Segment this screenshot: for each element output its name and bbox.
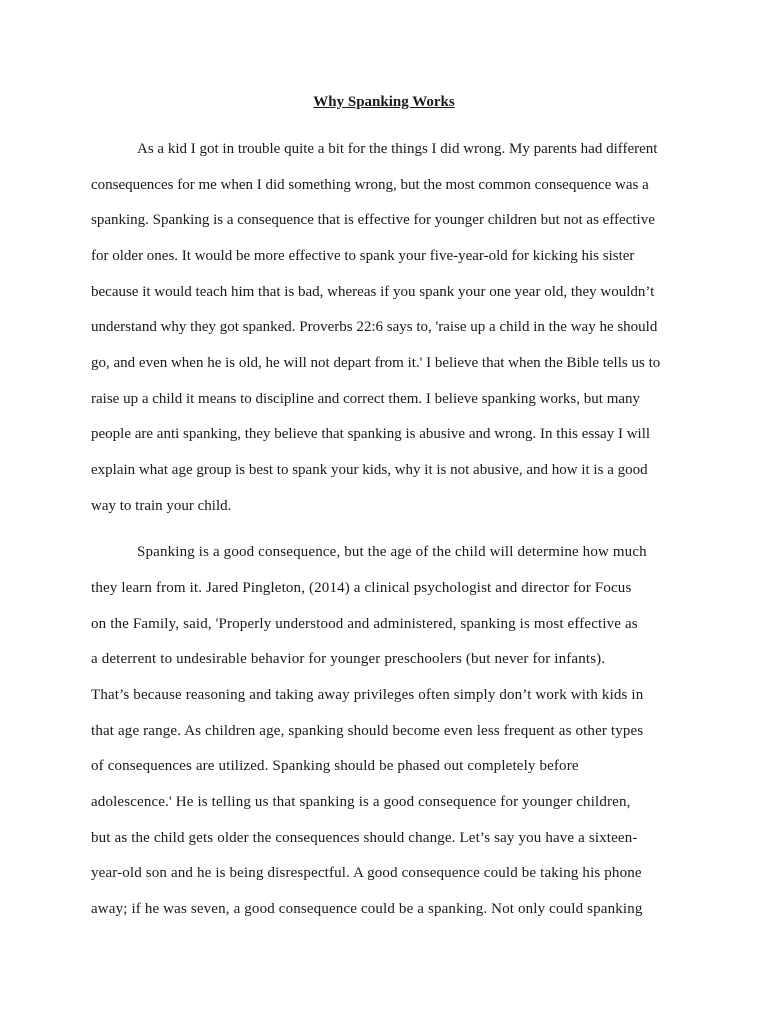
paragraph-2-line: that age range. As children age, spanking should become even less frequent as other types — [91, 723, 644, 739]
paragraph-1-line: go, and even when he is old, he will not depart from it.' I believe that when the Bible tells us to — [91, 355, 661, 371]
paragraph-2-line: That’s because reasoning and taking away privileges often simply don’t work with kids in — [91, 687, 644, 703]
paragraph-2-line: on the Family, said, 'Properly understood and administered, spanking is most effective as — [91, 616, 638, 632]
paragraph-2-line: Spanking is a good consequence, but the age of the child will determine how much — [137, 544, 647, 560]
paragraph-2-line: a deterrent to undesirable behavior for younger preschoolers (but never for infants). — [91, 651, 606, 667]
paragraph-2-line: away; if he was seven, a good consequence could be a spanking. Not only could spanking — [91, 901, 643, 917]
paragraph-2-line: but as the child gets older the consequences should change. Let’s say you have a sixteen- — [91, 830, 638, 846]
paragraph-1-line: spanking. Spanking is a consequence that is effective for younger children but not as effective — [91, 212, 655, 228]
paragraph-2-line: of consequences are utilized. Spanking should be phased out completely before — [91, 758, 579, 774]
paragraph-2-line: adolescence.' He is telling us that spanking is a good consequence for younger children, — [91, 794, 631, 810]
paragraph-1-line: understand why they got spanked. Proverbs 22:6 says to, 'raise up a child in the way he should — [91, 319, 658, 335]
paragraph-1-line: consequences for me when I did something wrong, but the most common consequence was a — [91, 177, 649, 193]
paragraph-1-line: As a kid I got in trouble quite a bit for the things I did wrong. My parents had different — [137, 141, 658, 157]
paragraph-1-line: way to train your child. — [91, 498, 232, 514]
paragraph-2-line: year-old son and he is being disrespectful. A good consequence could be taking his phone — [91, 865, 642, 881]
paragraph-1-line: because it would teach him that is bad, whereas if you spank your one year old, they wouldn’t — [91, 284, 655, 300]
paragraph-1-line: people are anti spanking, they believe that spanking is abusive and wrong. In this essay I will — [91, 426, 651, 442]
paragraph-1-line: raise up a child it means to discipline and correct them. I believe spanking works, but many — [91, 391, 641, 407]
paragraph-1-line: for older ones. It would be more effective to spank your five-year-old for kicking his sister — [91, 248, 635, 264]
document-title: Why Spanking Works — [313, 94, 455, 110]
paragraph-1-line: explain what age group is best to spank your kids, why it is not abusive, and how it is a good — [91, 462, 648, 478]
paragraph-2-line: they learn from it. Jared Pingleton, (2014) a clinical psychologist and director for Focus — [91, 580, 632, 596]
